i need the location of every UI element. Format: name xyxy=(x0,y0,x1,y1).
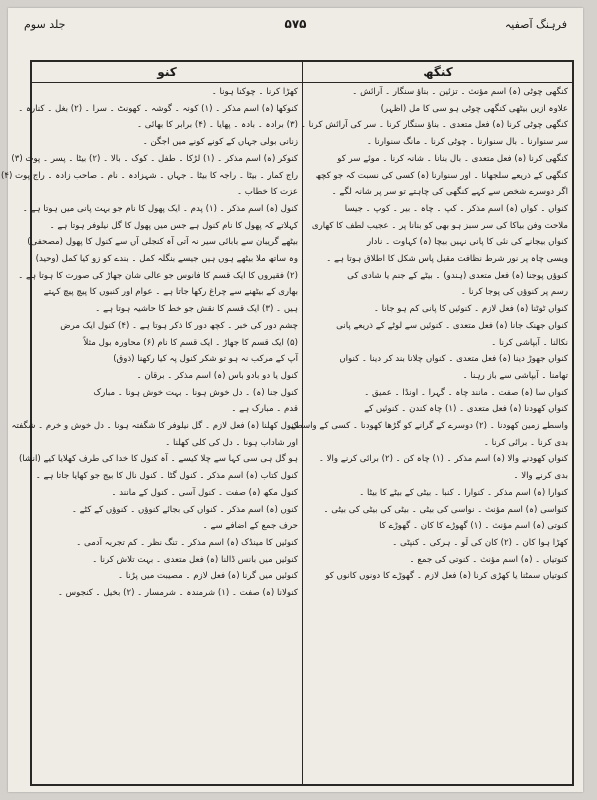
entry-line: زنانی بولی جہاں کے کونے کونے میں اجگن ۔ xyxy=(142,137,298,148)
entry-line: سر سنوارنا ۔ بال سنوارنا ۔ چوٹی کرنا ۔ مانگ سنوارنا ۔ xyxy=(366,137,568,148)
entry-line: کنگھی کرنا (ہ) فعل متعدی ۔ بال بنانا ۔ شانہ کرنا ۔ موئے سر کو xyxy=(337,153,568,164)
entry-line: کنولانا (ہ) صفت ۔ (۱) شرمندہ ۔ شرمسار ۔ (۲) بخیل ۔ کنجوس ۔ xyxy=(57,588,298,599)
entry-line: تھامنا ۔ آبپاشی سے باز رہنا ۔ xyxy=(462,370,568,381)
page-header xyxy=(20,14,571,36)
entry-line: راج کمار ۔ بیٹا ۔ راجہ کا بیٹا ۔ جہاں ۔ شہزادہ ۔ نام ۔ صاحب زادہ ۔ راج پوت (۴) xyxy=(0,170,298,181)
entry-line: ویسی چاہ پر نور شرط نظافت مقبل پاس شکل کا اطلاق ہوتا ہے ۔ xyxy=(326,254,568,265)
entry-line: کھڑا ہوا کان ۔ (۲) کان کی لَو ۔ ہرکی ۔ کنپٹی ۔ xyxy=(392,537,568,548)
entry-line: بدی کرنے والا ۔ xyxy=(513,471,568,482)
entry-line: کنوارا (ہ) اسم مذکر ۔ کنوارا ۔ کنبا ۔ بیٹی کے بیٹے کا بیٹا ۔ xyxy=(359,487,568,498)
entry-line: رسم پر کنوؤں کی پوجا کرنا ۔ xyxy=(460,287,568,298)
entry-line: کنواں جھوڑ دینا (ہ) فعل متعدی ۔ کنواں چلانا بند کر دینا ۔ کنواں xyxy=(339,354,568,365)
entry-line: آپ کے مرکب نہ ہو تو شکر کنول پہ کیا رکھنا (ذوق) xyxy=(113,354,298,365)
entry-line: نکالنا ۔ آبپاشی کرنا ۔ xyxy=(491,337,568,348)
entry-line: بھاری کے بیٹھنے سے چراغ رکھا جاتا ہے ۔ عوام اور کنبوں کا پیچ پیچ کہتے xyxy=(43,287,298,298)
entry-line: چشم دور کی خبر ۔ کچھ دور کا ذکر ہوتا ہے ۔ (۴) کنول ایک مرض xyxy=(60,320,298,331)
entry-line: اور شاداب ہونا ۔ دل کی کلی کھلنا ۔ xyxy=(165,437,298,448)
entry-line: کنول کھلنا (ہ) فعل لازم ۔ گل نیلوفر کا شگفتہ ہونا ۔ دل خوش و خرم ۔ شگفتہ xyxy=(11,421,298,432)
entry-line: حرف جمع کے اضافے سے ۔ xyxy=(202,521,298,532)
entry-line: قدم ۔ مبارک ہے ۔ xyxy=(231,404,298,415)
entry-line: عزت کا خطاب ۔ xyxy=(237,187,298,198)
dictionary-page xyxy=(0,8,583,792)
entry-line: کنواں ۔ کواں (ہ) اسم مذکر ۔ کپ ۔ چاہ ۔ بیر ۔ کوپ ۔ جیسا xyxy=(344,203,568,214)
entry-line: کنوئیں میں گرنا (ہ) فعل لازم ۔ مصیبت میں پڑنا ۔ xyxy=(117,571,298,582)
entry-line: (۵) ایک قسم کا جھاڑ ۔ ایک قسم کا نام (۶) محاورہ بول مثلاً xyxy=(83,337,298,348)
entry-line: کنول یا دو بادو باس (ہ) اسم مذکر ۔ برقان ۔ xyxy=(136,370,298,381)
entry-line: ملاحت وفن بیاکا کی سر سبز ہو بھی کو بنانا پر ۔ عجیب لطف کا کھاری xyxy=(311,220,568,231)
left-column-heading: کنو xyxy=(32,62,302,83)
entry-line: کنواں ٹوٹنا (ہ) فعل لازم ۔ کنوئیں کا پانی کم ہو جانا ۔ xyxy=(373,304,568,315)
entry-line: کنگھی چوٹی کرنا (ہ) فعل متعدی ۔ بناؤ سنگار کرنا ۔ سر کی آرائش کرنا ۔ xyxy=(300,120,568,131)
entry-line: اگر دوسرے شخص سے کہے کنگھی کی چاہتے تو سر پر شانہ لگے ۔ xyxy=(331,187,568,198)
entry-line: بیٹھے گریبان سے بابائی سیر نہ آتی آہ کنجلی آں سے کنول کا پھول (مصحفی) xyxy=(27,237,298,248)
entry-line: کنگھی چوٹی (ہ) اسم مؤنث ۔ تزئین ۔ بناؤ سنگار ۔ آرائش ۔ xyxy=(352,87,568,97)
entry-line: کنواسی (ہ) اسم مؤنث ۔ نواسی کی بیٹی ۔ بیٹی کی بیٹی کی بیٹی ۔ xyxy=(323,504,568,515)
page-number: ۵۷۵ xyxy=(284,17,307,31)
entry-line: کنوؤں پوجنا (ہ) فعل متعدی (ہندو) ۔ بیٹے کے جنم یا شادی کی xyxy=(347,270,568,281)
entry-line: کہلاتے کہ پھول کا نام کنول ہے جس میں پھول کا گل نیلوفر ہوتا ہے ۔ xyxy=(49,220,298,231)
entry-line: (۳) برادہ ۔ بادہ ۔ پھایا ۔ (۴) برابر کا بھائی ۔ xyxy=(137,120,298,131)
entry-line: کنول جنا (ہ) ۔ دل خوش ہونا ۔ بہت خوش ہونا ۔ مبارک xyxy=(93,387,298,398)
entry-line: کنواں کھودنے والا (ہ) اسم مذکر ۔ (۱) چاہ کن ۔ (۲) برائی کرنے والا ۔ xyxy=(318,454,568,465)
entry-line: کنوئیں میں بانس ڈالنا (ہ) فعل متعدی ۔ بہت تلاش کرنا ۔ xyxy=(92,554,298,565)
entry-line: بدی کرنا ۔ برائی کرنا ۔ xyxy=(483,437,568,448)
entry-line: کنول (ہ) اسم مذکر ۔ (۱) پدم ۔ ایک پھول کا نام جو بہت پانی میں ہوتا ہے ۔ xyxy=(22,203,298,214)
entry-line: کنوتیاں ۔ (ہ) اسم مؤنث ۔ کنوتی کی جمع ۔ xyxy=(409,554,568,565)
left-column xyxy=(0,84,298,782)
right-column xyxy=(290,84,568,782)
entry-line: (۲) فقیروں کا ایک قسم کا فانوس جو عالی شان جھاڑ کی صورت کا ہوتا ہے ۔ xyxy=(18,270,298,281)
entry-line: کنوں (ہ) اسم مذکر ۔ کنواں کی بجائے کنوؤں ۔ کنوؤں کے کٹے ۔ xyxy=(71,504,298,515)
entry-line: کنواں جھنک جانا (ہ) فعل متعدی ۔ کنوئیں سے لوٹے کے ذریعے پانی xyxy=(336,320,568,331)
entry-line: وہ ساتھ ملا بیٹھے ہوں ہیں جیسے بنگلہ کمل ۔ بندے کو زو کیا کمل (وحید) xyxy=(35,254,298,265)
entry-line: کنول مکھ (ہ) صفت ۔ کنول آسی ۔ کنول کے مانند ۔ xyxy=(111,487,298,498)
book-title: فرہنگ آصفیہ xyxy=(504,18,567,31)
entry-line: ہیں ۔ (۳) ایک قسم کا نقش جو خط کا حاشیہ ہوتا ہے ۔ xyxy=(95,304,298,315)
right-column-heading: کنگھ xyxy=(303,62,573,83)
entry-line: کنواں بیجانے کی نئی کا پانی نہیں بیچا (ہ) کہاوت ۔ نادار xyxy=(367,237,568,248)
entry-line: کنوکھا (ہ) اسم مذکر ۔ (۱) کونہ ۔ گوشہ ۔ کھونٹ ۔ سرا ۔ (۲) بغل ۔ کنارہ ۔ xyxy=(18,103,298,114)
entry-line: کنگھی کے ذریعے سلجھانا ۔ اور سنوارنا (ہ) کسی کی نسبت کہ جو کچھ xyxy=(315,170,568,181)
volume-label: جلد سوم xyxy=(24,18,66,31)
entry-line: علاوہ ازیں بیٹھی کنگھی چوٹی ہو سی کا مل (اظہر) xyxy=(380,103,568,114)
entry-line: کنواں کھودنا (ہ) فعل متعدی ۔ (۱) چاہ کندن ۔ کنوئیں کے xyxy=(364,404,568,415)
entry-line: کھڑا کرنا ۔ چوکنا ہونا ۔ xyxy=(211,87,298,97)
entry-line: کنوتیاں سمٹنا یا کھڑی کرنا (ہ) فعل لازم ۔ گھوڑے کا دونوں کانوں کو xyxy=(325,571,568,582)
entry-line: کنوئیں کا مینڈک (ہ) اسم مذکر ۔ تنگ نظر ۔ کم تجربہ آدمی ۔ xyxy=(76,537,298,548)
text-frame xyxy=(0,60,574,786)
entry-line: واسطے زمین کھودنا ۔ (۲) دوسرے کے گرانے کو گڑھا کھودنا ۔ کسی کے واسطے xyxy=(290,421,568,432)
entry-line: ہو گل ہی سی کہا سے چلا کیسے ۔ آہ کنول کا خدا کی طرف کھلایا کیے (انشا) xyxy=(18,454,298,465)
entry-line: کنواں سا (ہ) صفت ۔ مانند چاہ ۔ گہرا ۔ اونڈا ۔ عمیق ۔ xyxy=(364,387,568,398)
entry-line: کنوکر (ہ) اسم مذکر ۔ (۱) لڑکا ۔ طفل ۔ کوک ۔ بالا ۔ (۲) بیٹا ۔ پسر ۔ پوت (۳) xyxy=(11,153,298,164)
entry-line: کنول کتاب (ہ) اسم مذکر ۔ کنول گٹا ۔ کنول نال کا بیج جو کھایا جاتا ہے ۔ xyxy=(35,471,298,482)
entry-line: کنوتی (ہ) اسم مؤنث ۔ (۱) گھوڑے کا کان ۔ گھوڑے کا xyxy=(379,521,568,532)
